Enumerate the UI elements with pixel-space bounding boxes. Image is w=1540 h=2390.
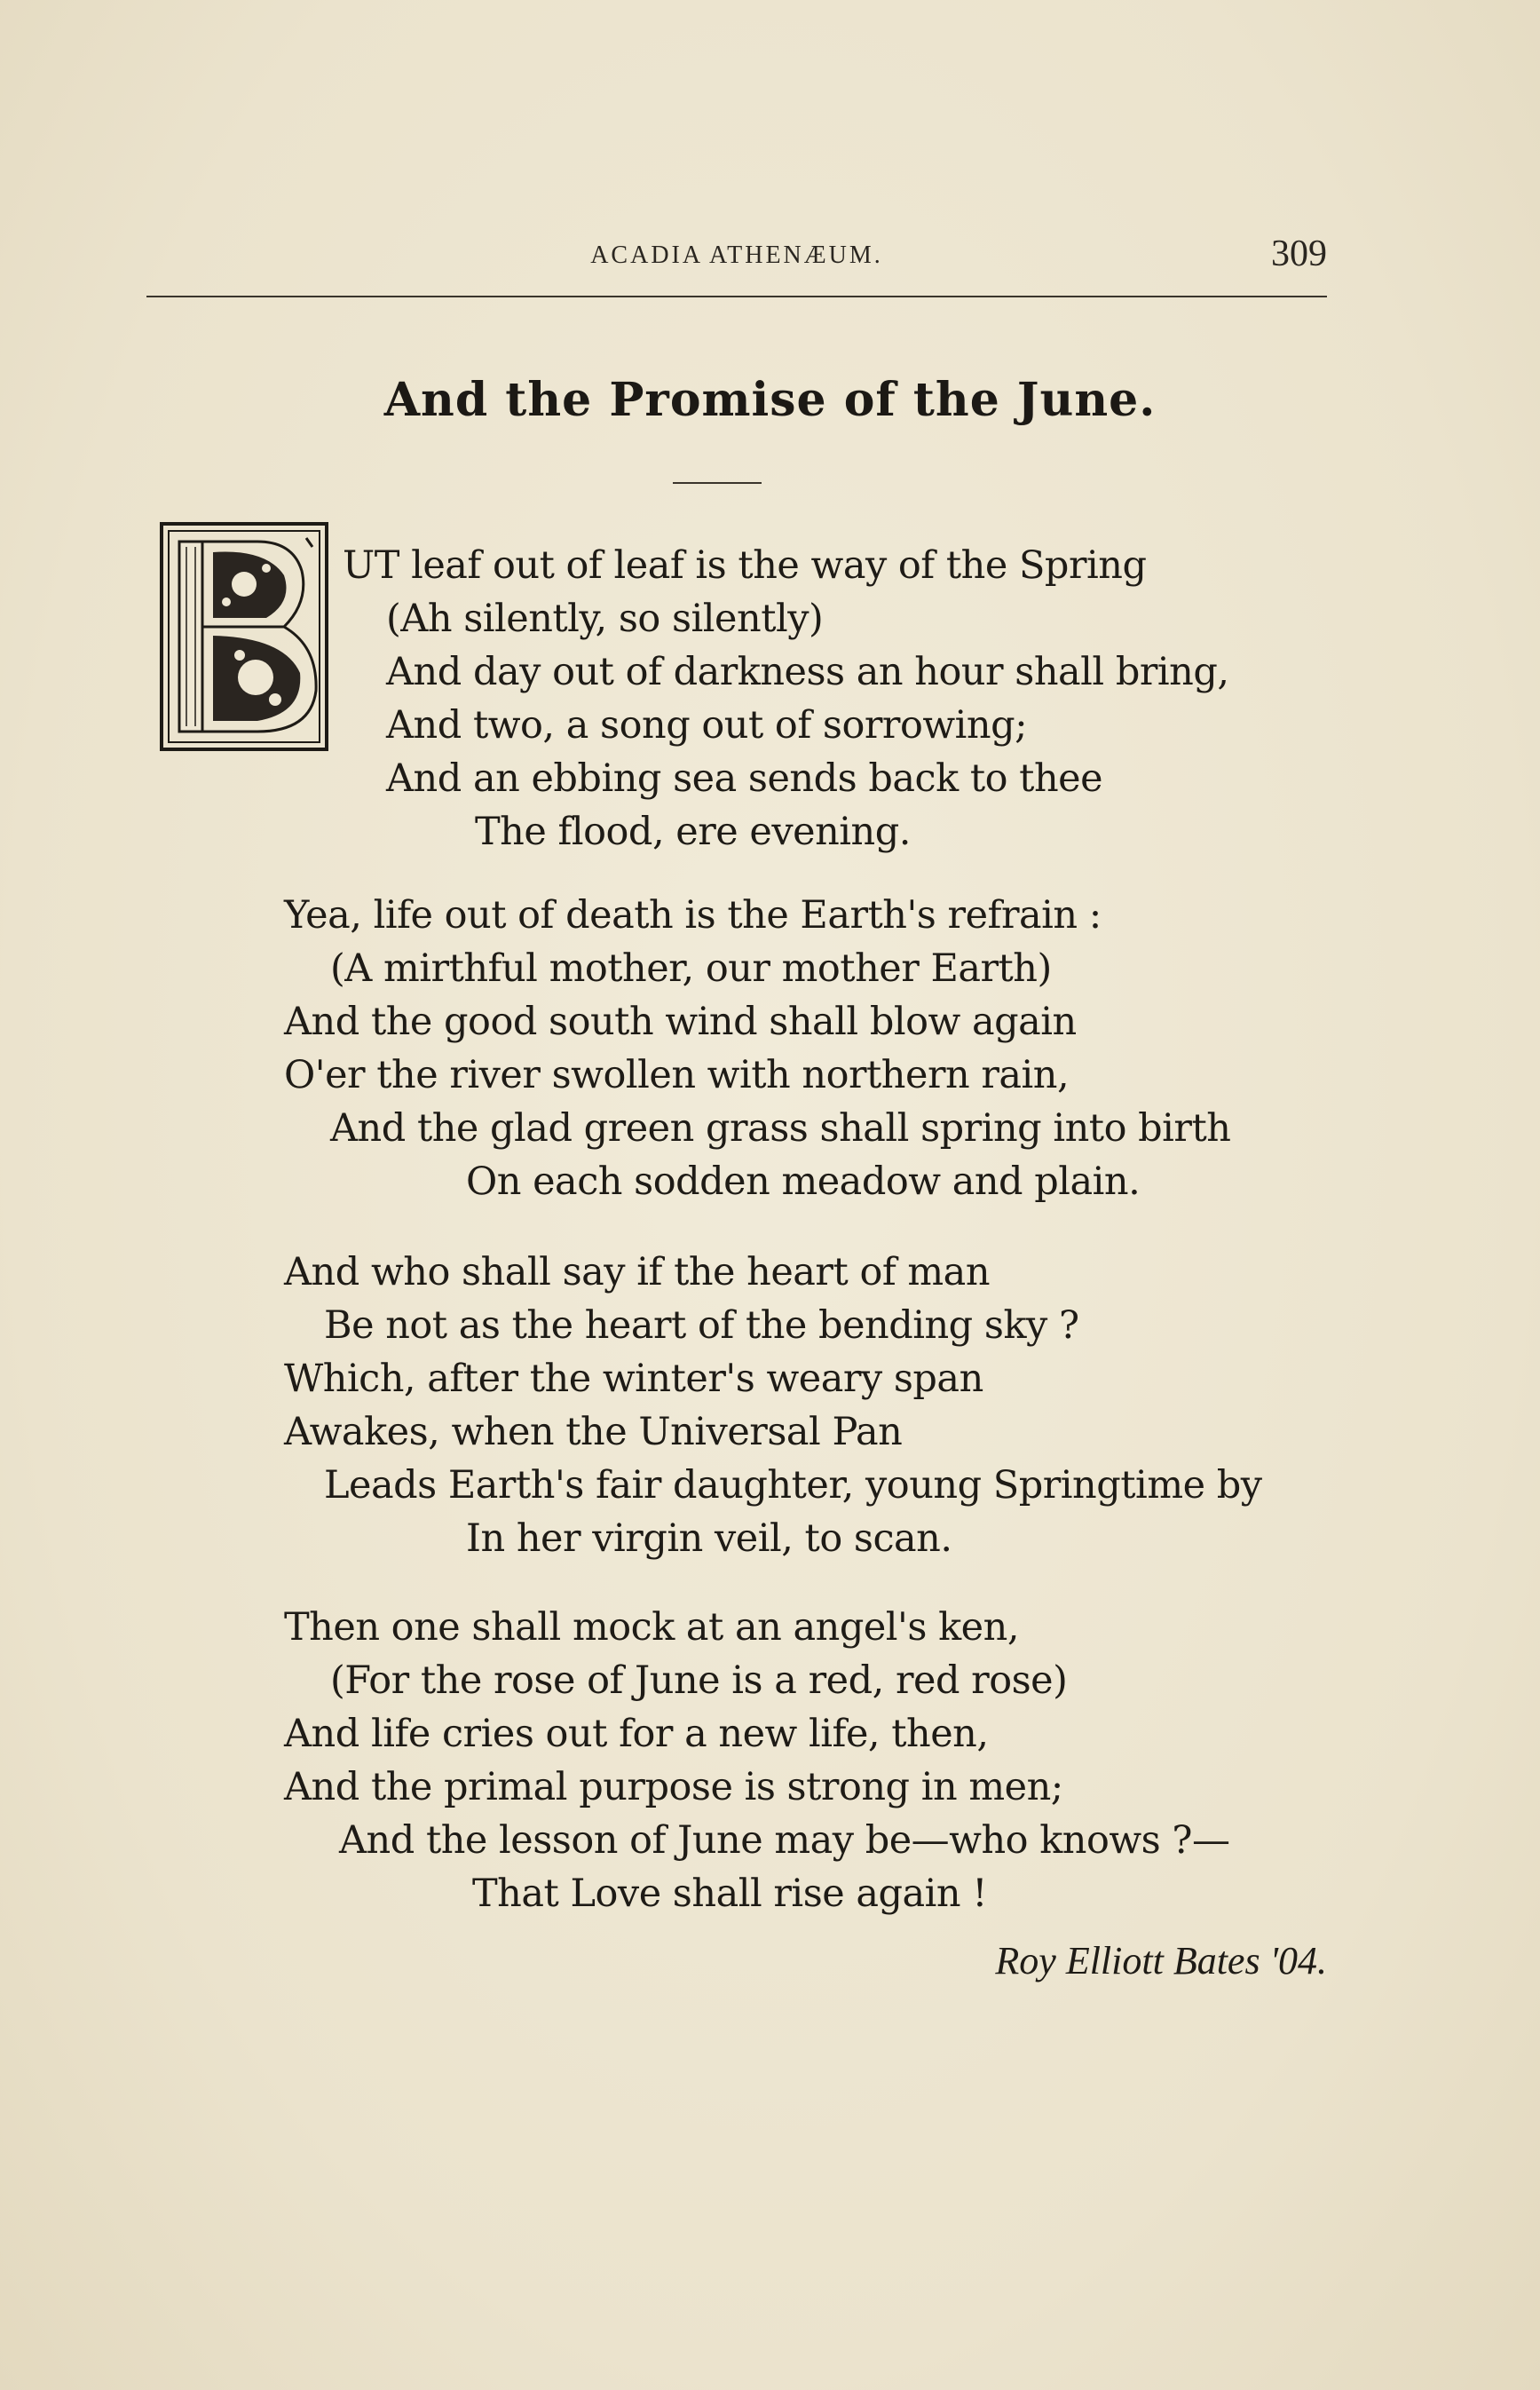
poem-line: Be not as the heart of the bending sky ? xyxy=(324,1303,1079,1348)
poem-line: And who shall say if the heart of man xyxy=(284,1250,991,1294)
poem-line: And the glad green grass shall spring into birth xyxy=(330,1106,1231,1151)
poem-line: And the good south wind shall blow again xyxy=(284,1000,1077,1044)
poem-line: (For the rose of June is a red, red rose) xyxy=(330,1658,1068,1703)
poem-line: O'er the river swollen with northern rain, xyxy=(284,1053,1070,1097)
page-header xyxy=(146,233,1327,277)
poem-line: Leads Earth's fair daughter, young Springtime by xyxy=(324,1463,1262,1508)
attribution: Roy Elliott Bates '04. xyxy=(995,1939,1327,1982)
poem-line: Which, after the winter's weary span xyxy=(284,1357,983,1401)
poem-line: And life cries out for a new life, then, xyxy=(284,1712,989,1756)
poem-line: And the primal purpose is strong in men; xyxy=(284,1765,1063,1809)
poem-line: In her virgin veil, to scan. xyxy=(466,1516,952,1561)
title-rule xyxy=(673,482,762,484)
poem-line: The flood, ere evening. xyxy=(475,810,911,854)
poem-line: That Love shall rise again ! xyxy=(472,1872,988,1916)
poem-line: And two, a song out of sorrowing; xyxy=(386,703,1028,748)
poem-title: And the Promise of the June. xyxy=(383,373,1157,427)
page-number: 309 xyxy=(1271,233,1327,274)
poem-line: Awakes, when the Universal Pan xyxy=(284,1410,903,1454)
header-rule xyxy=(146,296,1327,297)
poem-line: (A mirthful mother, our mother Earth) xyxy=(330,946,1052,991)
running-head: ACADIA ATHENÆUM. xyxy=(590,241,883,269)
poem-line: UT leaf out of leaf is the way of the Spring xyxy=(343,543,1147,588)
poem-line: And day out of darkness an hour shall bring, xyxy=(386,650,1229,694)
poem-line: On each sodden meadow and plain. xyxy=(466,1159,1141,1204)
poem-line: Then one shall mock at an angel's ken, xyxy=(284,1605,1019,1650)
poem-line: And the lesson of June may be—who knows ?— xyxy=(339,1818,1230,1863)
poem-line: (Ah silently, so silently) xyxy=(386,597,824,641)
poem-line: Yea, life out of death is the Earth's refrain : xyxy=(284,893,1102,938)
poem-line: And an ebbing sea sends back to thee xyxy=(386,756,1103,801)
dropcap-icon xyxy=(160,522,328,751)
